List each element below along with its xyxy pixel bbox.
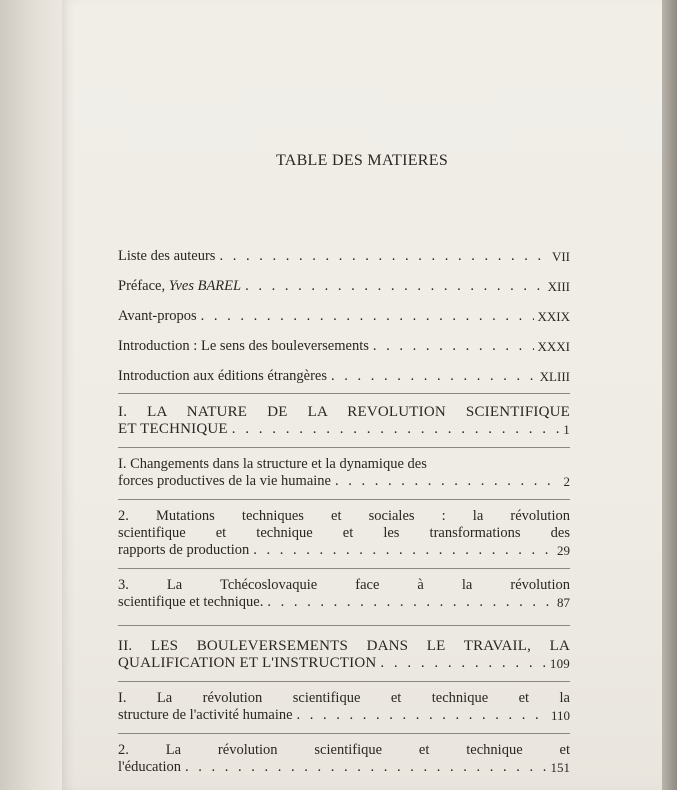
toc-entry-label: Introduction : Le sens des bouleversements [118,338,369,354]
toc-entry-preface [118,278,570,295]
toc-part-1 [118,404,570,438]
section-divider [118,393,570,394]
chapter-title-line: I. Changements dans la structure et la dynamique des [118,456,427,472]
toc-page-number: XIII [547,279,570,294]
chapter-divider [118,733,570,734]
toc-entry-label: Avant-propos [118,308,197,324]
toc-chapter [118,742,570,776]
part-title-text: QUALIFICATION ET L'INSTRUCTION [118,655,377,671]
dot-leader [335,473,560,490]
toc-page-number: 1 [563,422,570,437]
part-title-text: ET TECHNIQUE [118,421,228,437]
chapter-title-last-line [118,759,570,776]
toc-page-number: XLIII [539,369,570,384]
chapter-title-text: rapports de production [118,542,250,558]
toc-chapter [118,508,570,559]
toc-chapter [118,690,570,724]
chapter-divider [118,568,570,569]
chapter-title-text: l'éducation [118,759,182,775]
left-page-edge [0,0,62,790]
dot-leader [185,759,546,776]
part-title-last-line [118,655,570,672]
dot-leader [380,655,545,672]
dot-leader [373,338,534,355]
dot-leader [232,421,560,438]
chapter-title-line: scientifique et technique et les transformations des [118,525,570,541]
chapter-title-line: I. La révolution scientifique et technique et la [118,690,570,706]
toc-entry-authors [118,248,570,265]
toc-entry-foreign-editions [118,368,570,385]
toc-entry-label: Liste des auteurs [118,248,216,264]
chapter-title-last-line [118,707,570,724]
toc-entry-author-name: Yves BAREL [168,278,242,294]
page-title: TABLE DES MATIERES [275,152,449,169]
toc-entry-label [118,278,241,295]
toc-page-number: XXXI [537,339,570,354]
chapter-title-text: scientifique et technique. [118,594,264,610]
chapter-divider [118,499,570,500]
dot-leader [267,594,553,611]
dot-leader [219,248,548,265]
part-title-line: II. LES BOULEVERSEMENTS DANS LE TRAVAIL, LA [118,638,570,654]
chapter-title-last-line [118,542,570,559]
chapter-title-last-line [118,473,570,490]
dot-leader [201,308,534,325]
toc-part-2 [118,638,570,672]
right-page-edge [662,0,677,790]
chapter-title-line: 2. Mutations techniques et sociales : la révolution [118,508,570,524]
chapter-title-line: 3. La Tchécoslovaquie face à la révolution [118,577,570,593]
toc-page-number: 87 [557,595,570,610]
chapter-divider [118,447,570,448]
dot-leader [253,542,553,559]
chapter-divider [118,681,570,682]
toc-page-number: XXIX [537,309,570,324]
part-title-line: I. LA NATURE DE LA REVOLUTION SCIENTIFIQUE [118,404,570,420]
table-of-contents [118,248,570,785]
chapter-title-last-line [118,594,570,611]
dot-leader [245,278,544,295]
toc-page-number: 109 [549,656,570,671]
toc-entry-label-plain: Préface, [118,278,169,294]
toc-page-number: 151 [550,760,570,775]
toc-entry-foreword [118,308,570,325]
toc-chapter [118,456,570,490]
chapter-title-text: structure de l'activité humaine [118,707,293,723]
dot-leader [297,707,547,724]
toc-entry-label: Introduction aux éditions étrangères [118,368,327,384]
toc-page-number: 29 [557,543,570,558]
chapter-title-line: 2. La révolution scientifique et technique et [118,742,570,758]
chapter-title-text: forces productives de la vie humaine [118,473,331,489]
toc-page-number: 2 [563,474,570,489]
toc-page-number: 110 [550,708,570,723]
part-title-last-line [118,421,570,438]
section-divider [118,625,570,626]
toc-chapter [118,577,570,611]
dot-leader [331,368,536,385]
toc-entry-introduction [118,338,570,355]
toc-page-number: VII [551,249,570,264]
